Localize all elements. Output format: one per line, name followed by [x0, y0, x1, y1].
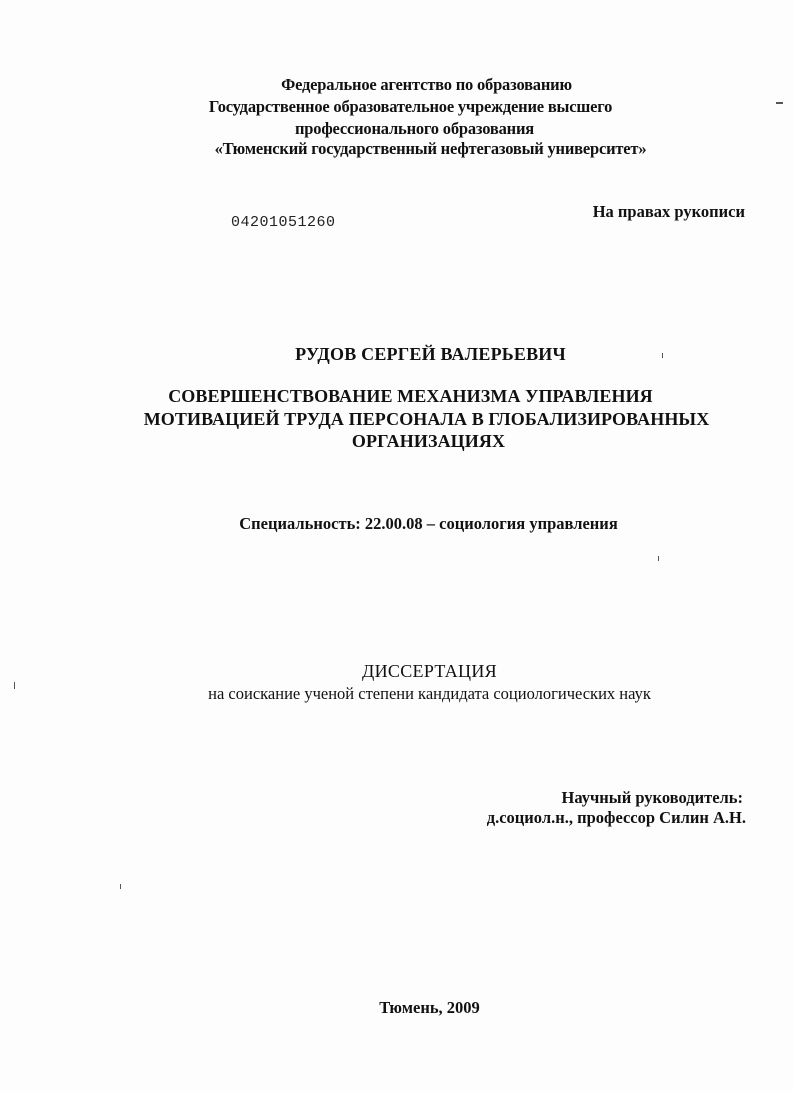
scan-speck	[776, 102, 783, 104]
organization-education-level: профессионального образования	[295, 119, 534, 138]
document-number: 04201051260	[231, 214, 336, 231]
dissertation-title-line: ОРГАНИЗАЦИЯХ	[351, 431, 506, 451]
city-year: Тюмень, 2009	[379, 998, 480, 1017]
scan-speck	[662, 353, 663, 358]
scan-speck	[658, 556, 659, 561]
author-name: РУДОВ СЕРГЕЙ ВАЛЕРЬЕВИЧ	[295, 344, 566, 364]
specialty: Специальность: 22.00.08 – социология управления	[239, 514, 618, 533]
organization-agency: Федеральное агентство по образованию	[281, 75, 572, 94]
document-type: ДИССЕРТАЦИЯ	[362, 661, 497, 681]
dissertation-title-line: МОТИВАЦИЕЙ ТРУДА ПЕРСОНАЛА В ГЛОБАЛИЗИРОВАННЫХ	[143, 409, 710, 429]
degree-description: на соискание ученой степени кандидата социологических наук	[208, 684, 651, 703]
organization-institution: Государственное образовательное учреждение высшего	[208, 97, 613, 116]
supervisor-label: Научный руководитель:	[561, 788, 743, 807]
manuscript-note: На правах рукописи	[592, 202, 745, 221]
dissertation-title-line: СОВЕРШЕНСТВОВАНИЕ МЕХАНИЗМА УПРАВЛЕНИЯ	[168, 386, 653, 406]
scan-speck	[14, 682, 15, 689]
supervisor-name: д.социол.н., профессор Силин А.Н.	[486, 808, 746, 827]
scan-speck	[120, 884, 121, 889]
organization-university: «Тюменский государственный нефтегазовый университет»	[214, 139, 647, 158]
